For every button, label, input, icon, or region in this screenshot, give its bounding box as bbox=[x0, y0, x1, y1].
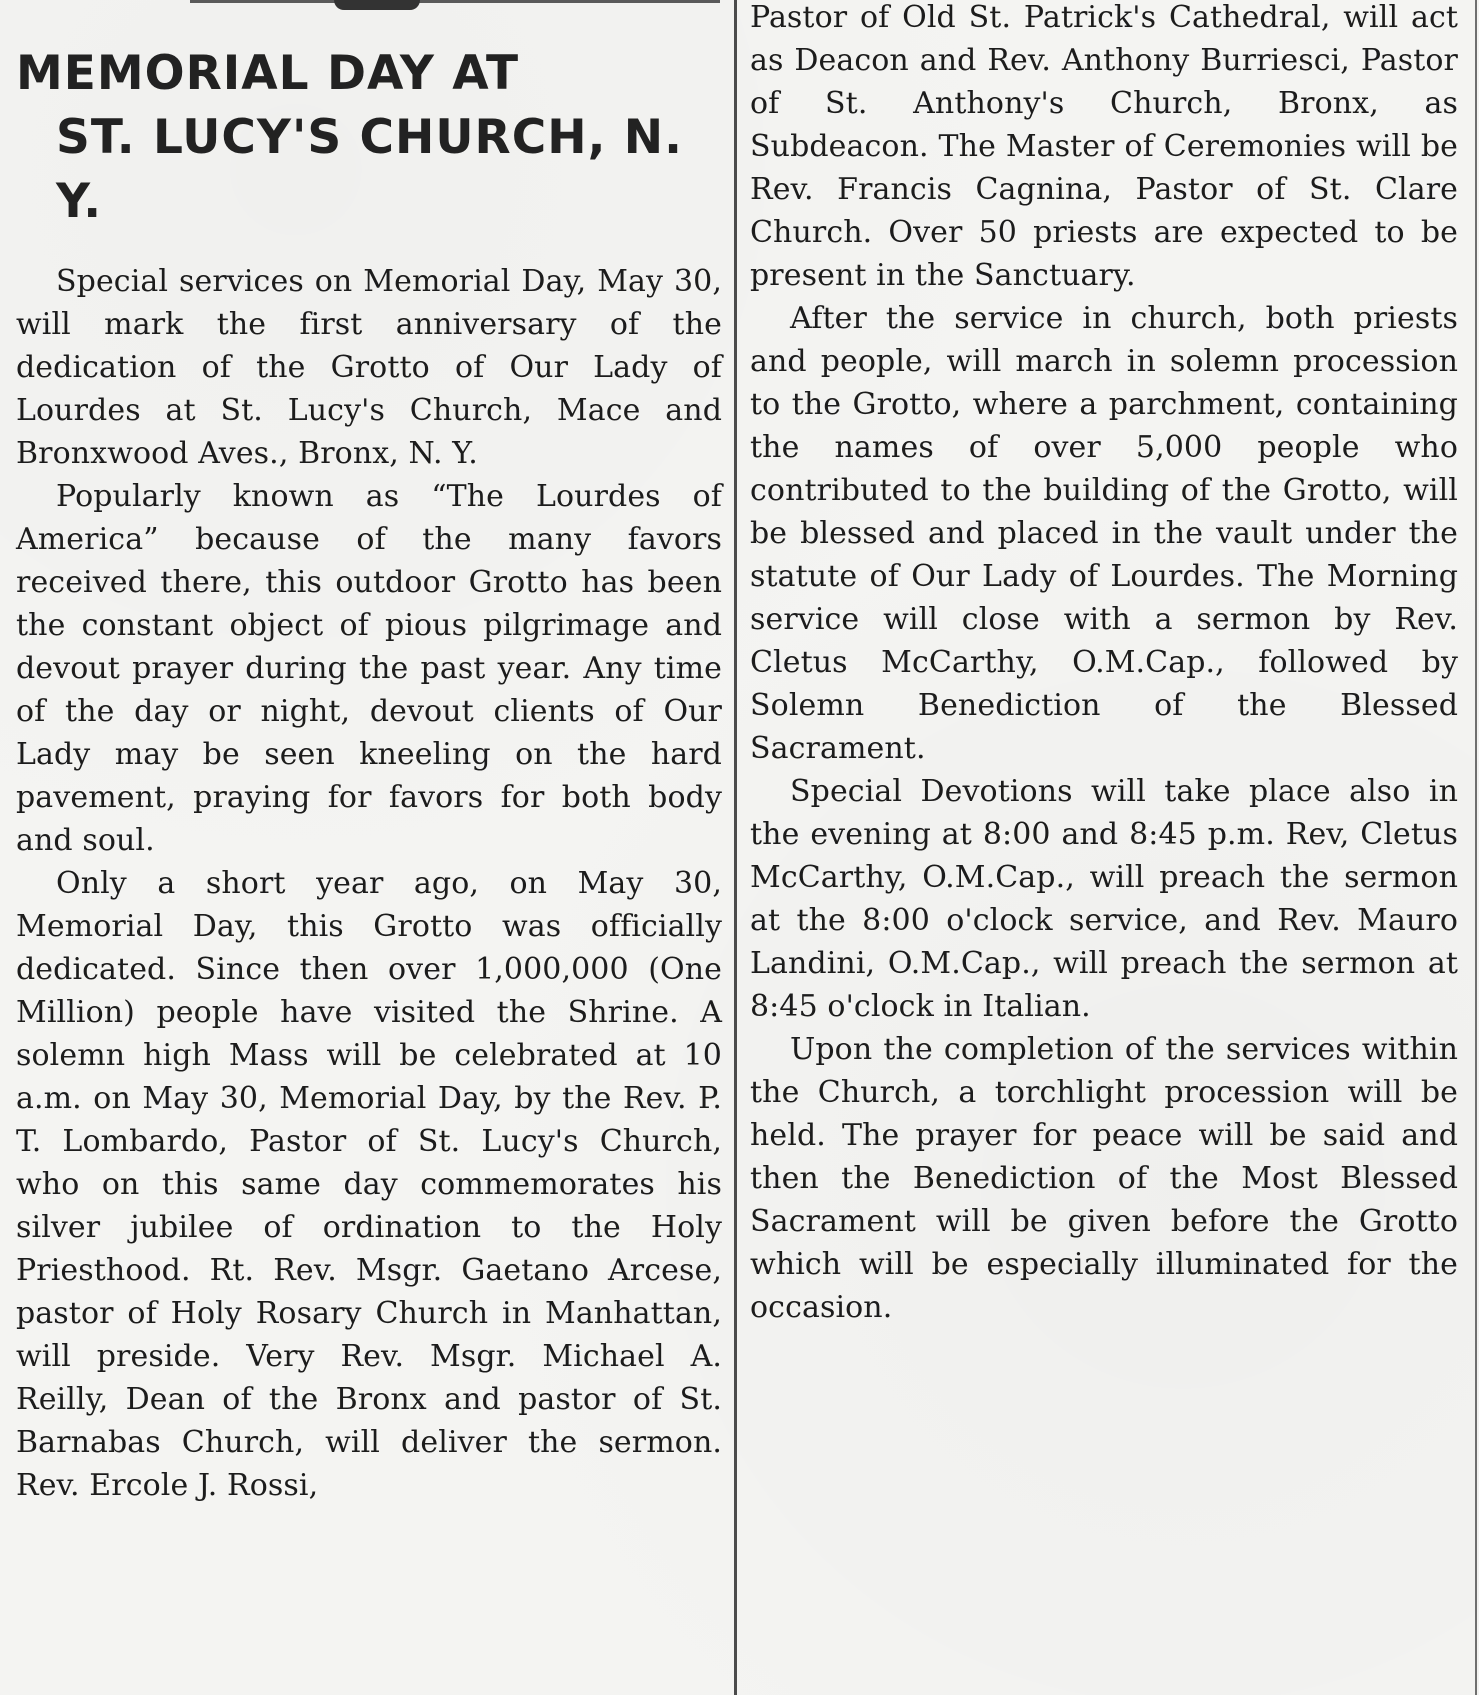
right-edge-rule bbox=[1475, 0, 1477, 1695]
right-column bbox=[750, 0, 1458, 1329]
column-divider bbox=[734, 0, 737, 1695]
paragraph-4: After the service in church, both priests and people, will march in solemn procession to the Grotto, where a parchment, containing the names of over 5,000 people who contributed to the building of the Grotto, will be blessed and placed in the vault under the statute of Our Lady of Lourdes. The Morning service will close with a sermon by Rev. Cletus McCarthy, O.M.Cap., followed by Solemn Benediction of the Blessed Sacrament. bbox=[750, 301, 1458, 766]
paragraph-3-continued: Pastor of Old St. Patrick's Cathedral, will act as Deacon and Rev. Anthony Burriesci, Pastor of St. Anthony's Church, Bronx, as Subdeacon. The Master of Ceremonies will be Rev. Francis Cagnina, Pastor of St. Clare Church. Over 50 priests are expected to be present in the Sanctuary. bbox=[750, 0, 1458, 293]
paragraph-6: Upon the completion of the services within the Church, a torchlight procession will be held. The prayer for peace will be said and then the Benediction of the Most Blessed Sacrament will be given before the Grotto which will be especially illuminated for the occasion. bbox=[750, 1032, 1458, 1325]
paragraph-3: Only a short year ago, on May 30, Memorial Day, this Grotto was officially dedicated. Since then over 1,000,000 (One Million) people have visited the Shrine. A solemn high Mass will be celebrated at 10 a.m. on May 30, Memorial Day, by the Rev. P. T. Lombardo, Pastor of St. Lucy's Church, who on this same day commemorates his silver jubilee of ordination to the Holy Priesthood. Rt. Rev. Msgr. Gaetano Arcese, pastor of Holy Rosary Church in Manhattan, will preside. Very Rev. Msgr. Michael A. Reilly, Dean of the Bronx and pastor of St. Barnabas Church, will deliver the sermon. Rev. Ercole J. Rossi, bbox=[16, 866, 722, 1503]
left-column bbox=[16, 0, 722, 1507]
paragraph-2: Popularly known as “The Lourdes of America” because of the many favors received there, this outdoor Grotto has been the constant object of pious pilgrimage and devout prayer during the past year. Any time of the day or night, devout clients of Our Lady may be seen kneeling on the hard pavement, praying for favors for both body and soul. bbox=[16, 479, 722, 858]
headline-line-2: ST. LUCY'S CHURCH, N. Y. bbox=[56, 110, 683, 229]
left-column-body bbox=[16, 260, 722, 1507]
headline-line-1: MEMORIAL DAY AT bbox=[16, 46, 520, 101]
paragraph-1: Special services on Memorial Day, May 30, will mark the first anniversary of the dedication of the Grotto of Our Lady of Lourdes at St. Lucy's Church, Mace and Bronxwood Aves., Bronx, N. Y. bbox=[16, 264, 722, 471]
paragraph-5: Special Devotions will take place also in the evening at 8:00 and 8:45 p.m. Rev, Cletus McCarthy, O.M.Cap., will preach the sermon at the 8:00 o'clock service, and Rev. Mauro Landini, O.M.Cap., will preach the sermon at 8:45 o'clock in Italian. bbox=[750, 774, 1458, 1024]
headline bbox=[16, 42, 722, 234]
right-column-body bbox=[750, 0, 1458, 1329]
